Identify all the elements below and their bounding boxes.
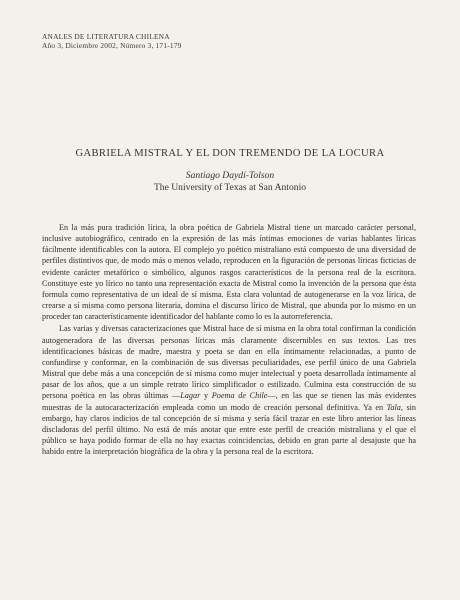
paragraph-2-text-a: Las varias y diversas caracterizaciones que Mistral hace de sí misma en la obra total confirman la condición autogeneradora de las diversas personas líricas más claramente discernibles en sus textos. Las tres identificaciones básicas de madre, maestra y poeta se dan en ella íntimamente relacionadas, a punto de confundirse y conformar, en la combinación de sus diversas peculiaridades, ese perfil único de una Gabriela Mistral que debe más a una concepción de sí misma como mujer intelectual y poeta desarrollada íntimamente al pasar de los años, que a un simple retrato lírico simplificador o estilizado. Culmina esta construcción de su persona poética en las obras últimas <box>42 324 416 401</box>
paragraph-2-conjunction: y <box>203 391 209 401</box>
issue-line: Año 3, Diciembre 2002, Número 3, 171-179 <box>42 40 182 50</box>
book-title-lagar: Lagar <box>180 391 201 401</box>
body-paragraph-1: En la más pura tradición lírica, la obra poética de Gabriela Mistral tiene un marcado carácter personal, inclusive autobiográfico, centrado en la expresión de las más íntimas emociones de varias hablantes líricas fácilmente identificables con la autora. El complejo yo poético mistraliano está compuesto de una diversidad de perfiles distintivos que, de modo más o menos velado, reproducen en la figuración de personas líricas ficticias de evidente carácter metafórico o simbólico, algunos rasgos característicos de la persona real de la escritora. Constituye este yo lírico no tanto una representación exacta de Mistral como la invención de la persona que ésta formula como representativa de un ideal de sí misma. Esta clara voluntad de autogenerarse en la voz lírica, de crearse a sí misma como persona literaria, domina el discurso lírico de Mistral, que abunda por lo mismo en un proceder tan característicamente identificador del hablante como lo es la autorreferencia. <box>42 223 416 322</box>
book-title-poema-de-chile: Poema de Chile <box>211 391 268 401</box>
author-block <box>0 170 460 194</box>
author-name: Santiago Daydí-Tolson <box>185 170 275 181</box>
author-affiliation: The University of Texas at San Antonio <box>153 182 307 193</box>
article-body <box>42 222 416 457</box>
body-paragraph-2: Las varias y diversas caracterizaciones que Mistral hace de sí misma en la obra total confirman la condición autogeneradora de las diversas personas líricas más claramente discernibles en sus textos. Las tres identificaciones básicas de madre, maestra y poeta se dan en ella íntimamente relacionadas, a punto de confundirse y conformar, en la combinación de sus diversas peculiaridades, ese perfil único de una Gabriela Mistral que debe más a una concepción de sí misma como mujer intelectual y poeta desarrollada íntimamente al pasar de los años, que a un simple retrato lírico simplificador o estilizado. Culmina esta construcción de su persona poética en las obras últimas —Lagar y Poema de Chile—, en las que se tienen las más evidentes muestras de la autocaracterización empleada como un modo de creación personal definitiva. Ya en Tala, sin embargo, hay claros indicios de tal concepción de sí misma y sería fácil trazar en este libro anterior las líneas discladoras del perfil último. No está de más anotar que entre este perfil de creación mistraliana y el que el público se haya podido formar de ella no hay exactas coincidencias, debido en gran parte al desajuste que ha habido entre la interpretación biográfica de la obra y la persona real de la escritora. <box>42 324 417 457</box>
article-title: GABRIELA MISTRAL Y EL DON TREMENDO DE LA LOCURA <box>75 148 385 159</box>
journal-header <box>42 33 182 50</box>
journal-name: ANALES DE LITERATURA CHILENA <box>42 32 170 41</box>
paragraph-2-text-c: , sin embargo, hay claros indicios de tal concepción de sí misma y sería fácil trazar en este libro anterior las líneas discladoras del perfil último. No está de más anotar que entre este perfil de creación mistraliana y el que el público se haya podido formar de ella no hay exactas coincidencias, debido en gran parte al desajuste que ha habido entre la interpretación biográfica de la obra y la persona real de la escritora. <box>42 402 416 457</box>
book-title-tala: Tala <box>386 402 401 412</box>
paragraph-2-text-b: —, en las que se tienen las más evidentes muestras de la autocaracterización empleada como un modo de creación personal definitiva. Ya en <box>42 391 417 412</box>
